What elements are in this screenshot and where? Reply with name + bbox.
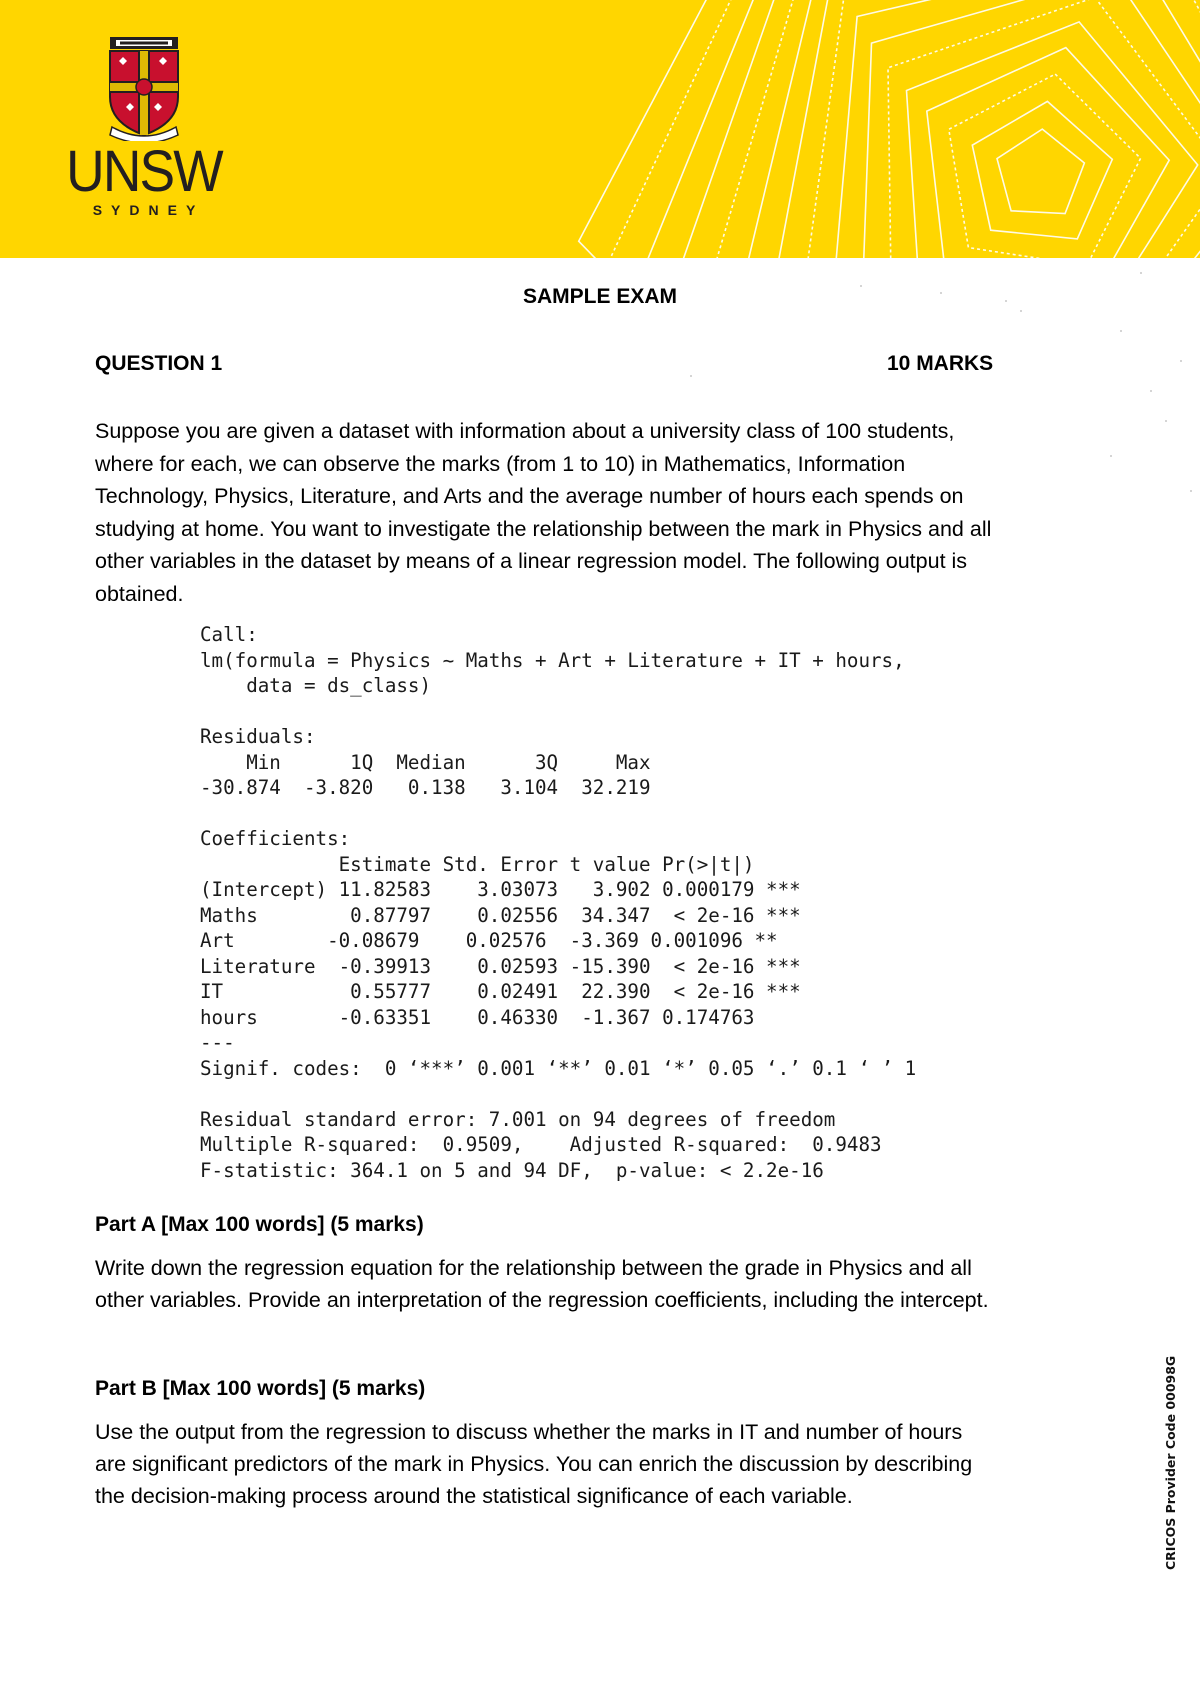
decor-dot bbox=[1180, 360, 1182, 362]
part-b-line: the decision-making process around the statistical significance of each variable. bbox=[95, 1484, 853, 1508]
decor-dot bbox=[1005, 300, 1007, 302]
intro-line: other variables in the dataset by means of a linear regression model. The following output is bbox=[95, 549, 968, 573]
r-output-line: -30.874 -3.820 0.138 3.104 32.219 bbox=[200, 776, 663, 799]
decor-dot bbox=[860, 285, 862, 287]
pattern-ring bbox=[888, 0, 1200, 258]
brand-city: SYDNEY bbox=[92, 202, 205, 218]
r-output-line: Coefficients: bbox=[200, 827, 351, 850]
brand-wordmark: UNSW bbox=[66, 139, 222, 204]
cricos-code: CRICOS Provider Code 00098G bbox=[1163, 1355, 1178, 1570]
r-output-line: Estimate Std. Error t value Pr(>|t|) bbox=[200, 852, 801, 876]
part-a-line: other variables. Provide an interpretation of the regression coefficients, including the intercept. bbox=[95, 1288, 989, 1312]
r-output-line: IT 0.55777 0.02491 22.390 < 2e-16 *** bbox=[200, 980, 801, 1003]
r-output-line: Residual standard error: 7.001 on 94 degrees of freedom bbox=[200, 1107, 836, 1131]
intro-line: Suppose you are given a dataset with information about a university class of 100 students, bbox=[95, 419, 955, 443]
part-a-heading: Part A [Max 100 words] (5 marks) bbox=[95, 1213, 424, 1236]
decor-dot bbox=[1165, 420, 1167, 422]
unsw-crest-icon bbox=[106, 35, 182, 141]
pattern-ring bbox=[863, 0, 1200, 258]
intro-line: studying at home. You want to investigate the relationship between the mark in Physics and all bbox=[95, 516, 992, 541]
exam-title: SAMPLE EXAM bbox=[522, 285, 677, 308]
decor-dot bbox=[940, 292, 942, 294]
part-a-line: Write down the regression equation for the relationship between the grade in Physics and all bbox=[95, 1256, 972, 1280]
pattern-ring bbox=[674, 0, 1200, 258]
pattern-ring bbox=[927, 48, 1169, 258]
pattern-ring bbox=[972, 101, 1112, 239]
r-output-line: Multiple R-squared: 0.9509, Adjusted R-squared: 0.9483 bbox=[200, 1133, 894, 1156]
decor-dot bbox=[1190, 490, 1192, 492]
regression-output bbox=[200, 622, 916, 1183]
r-output-line: Call: bbox=[200, 623, 258, 646]
pattern-ring bbox=[739, 0, 1200, 258]
r-output-line: data = ds_class) bbox=[200, 674, 432, 697]
r-output-line: --- bbox=[200, 1031, 235, 1054]
question-marks: 10 MARKS bbox=[887, 352, 994, 375]
intro-line: where for each, we can observe the marks (from 1 to 10) in Mathematics, Information bbox=[95, 451, 906, 476]
r-output-line: Literature -0.39913 0.02593 -15.390 < 2e-16 *** bbox=[200, 954, 801, 978]
question-intro bbox=[95, 415, 1120, 610]
decor-dot bbox=[690, 375, 692, 377]
unsw-logo[interactable] bbox=[40, 30, 240, 230]
r-output-line: Art -0.08679 0.02576 -3.369 0.001096 ** bbox=[200, 929, 790, 952]
question-title: QUESTION 1 bbox=[95, 352, 223, 375]
intro-line: obtained. bbox=[95, 581, 184, 606]
pattern-ring bbox=[642, 0, 1200, 258]
r-output-line: (Intercept) 11.82583 3.03073 3.902 0.000179 *** bbox=[200, 878, 801, 901]
part-b-line: are significant predictors of the mark in Physics. You can enrich the discussion by describing bbox=[95, 1452, 973, 1476]
r-output-line: Maths 0.87797 0.02556 34.347 < 2e-16 *** bbox=[200, 903, 801, 927]
decor-dot bbox=[1110, 455, 1112, 457]
r-output-line: Min 1Q Median 3Q Max bbox=[200, 750, 663, 774]
decor-dot bbox=[1140, 272, 1142, 274]
pattern-ring bbox=[997, 129, 1084, 213]
header-banner bbox=[0, 0, 1200, 258]
decor-dot bbox=[1020, 310, 1022, 312]
r-output-line: hours -0.63351 0.46330 -1.367 0.174763 bbox=[200, 1005, 801, 1029]
part-b-line: Use the output from the regression to discuss whether the marks in IT and number of hours bbox=[95, 1420, 963, 1444]
intro-line: Technology, Physics, Literature, and Arts and the average number of hours each spends on bbox=[95, 484, 964, 508]
part-a-text bbox=[95, 1252, 1125, 1316]
part-b-text bbox=[95, 1416, 1125, 1512]
r-output-line: Signif. codes: 0 ‘***’ 0.001 ‘**’ 0.01 ‘*’ 0.05 ‘.’ 0.1 ‘ ’ 1 bbox=[200, 1056, 917, 1080]
r-output-line: F-statistic: 364.1 on 5 and 94 DF, p-value: < 2.2e-16 bbox=[200, 1158, 824, 1182]
part-b-heading: Part B [Max 100 words] (5 marks) bbox=[95, 1377, 426, 1400]
r-output-line: Residuals: bbox=[200, 725, 316, 748]
decor-dot bbox=[1120, 330, 1122, 332]
r-output-line: lm(formula = Physics ~ Maths + Art + Literature + IT + hours, bbox=[200, 648, 905, 672]
decor-dot bbox=[1150, 390, 1152, 392]
